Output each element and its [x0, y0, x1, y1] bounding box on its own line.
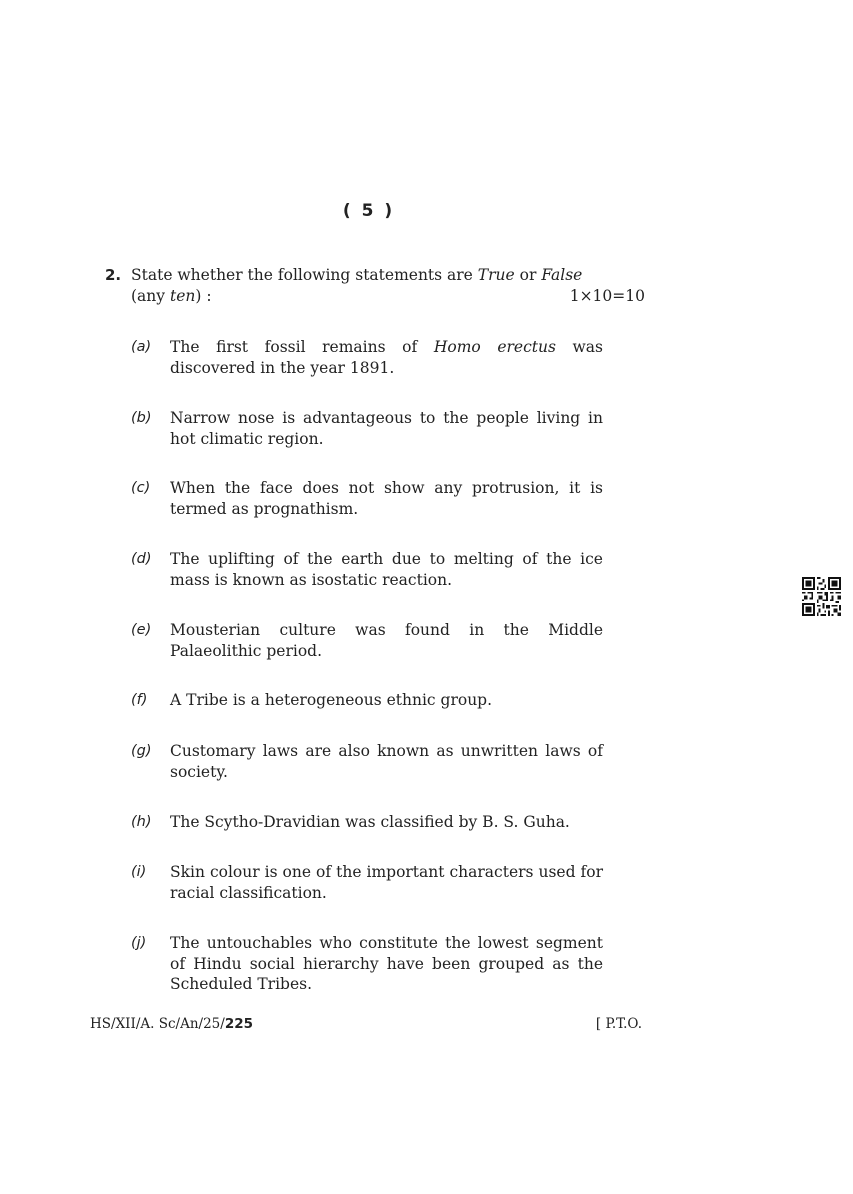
item-label: (i)	[131, 864, 147, 880]
list-item	[131, 549, 603, 590]
item-text: The uplifting of the earth due to melting of the ice mass is known as isostatic reaction.	[170, 550, 603, 589]
item-label: (b)	[131, 410, 152, 426]
item-label: (d)	[131, 551, 152, 567]
list-item	[131, 862, 603, 903]
item-text: The Scytho-Dravidian was classified by B. S. Guha.	[170, 813, 570, 831]
marks: 1×10=10	[569, 287, 645, 305]
question-subline	[131, 286, 645, 307]
list-item	[131, 408, 603, 449]
list-item	[131, 933, 603, 995]
question-heading	[105, 265, 645, 307]
item-label: (c)	[131, 480, 151, 496]
list-item	[131, 690, 603, 711]
item-text: Mousterian culture was found in the Middle Palaeolithic period.	[170, 621, 603, 660]
item-label: (h)	[131, 814, 152, 830]
question-number: 2.	[105, 266, 122, 284]
item-label: (a)	[131, 339, 152, 355]
item-label: (g)	[131, 743, 152, 759]
item-label: (f)	[131, 692, 148, 708]
item-label: (j)	[131, 935, 147, 951]
item-text: The untouchables who constitute the lowest segment of Hindu social hierarchy have been grouped as the Scheduled Tribes.	[170, 934, 603, 993]
item-text: A Tribe is a heterogeneous ethnic group.	[170, 691, 493, 709]
paper-code: HS/XII/A. Sc/An/25/225	[90, 1016, 253, 1032]
item-text: When the face does not show any protrusion, it is termed as prognathism.	[170, 479, 603, 518]
item-label: (e)	[131, 622, 152, 638]
question-instruction: (any ten) :	[131, 287, 212, 305]
item-text: The first fossil remains of Homo erectus was discovered in the year 1891.	[170, 338, 604, 377]
list-item	[131, 620, 603, 661]
list-item	[131, 337, 603, 378]
page-number: ( 5 )	[342, 201, 393, 221]
list-item	[131, 741, 603, 782]
list-item	[131, 478, 603, 519]
pto-note: [ P.T.O.	[595, 1016, 642, 1032]
qr-code	[802, 577, 841, 616]
item-text: Customary laws are also known as unwritten laws of society.	[170, 742, 603, 781]
question-text: State whether the following statements are True or False	[131, 266, 583, 284]
item-text: Skin colour is one of the important characters used for racial classification.	[170, 863, 603, 902]
item-text: Narrow nose is advantageous to the people living in hot climatic region.	[170, 409, 603, 448]
list-item	[131, 812, 603, 833]
